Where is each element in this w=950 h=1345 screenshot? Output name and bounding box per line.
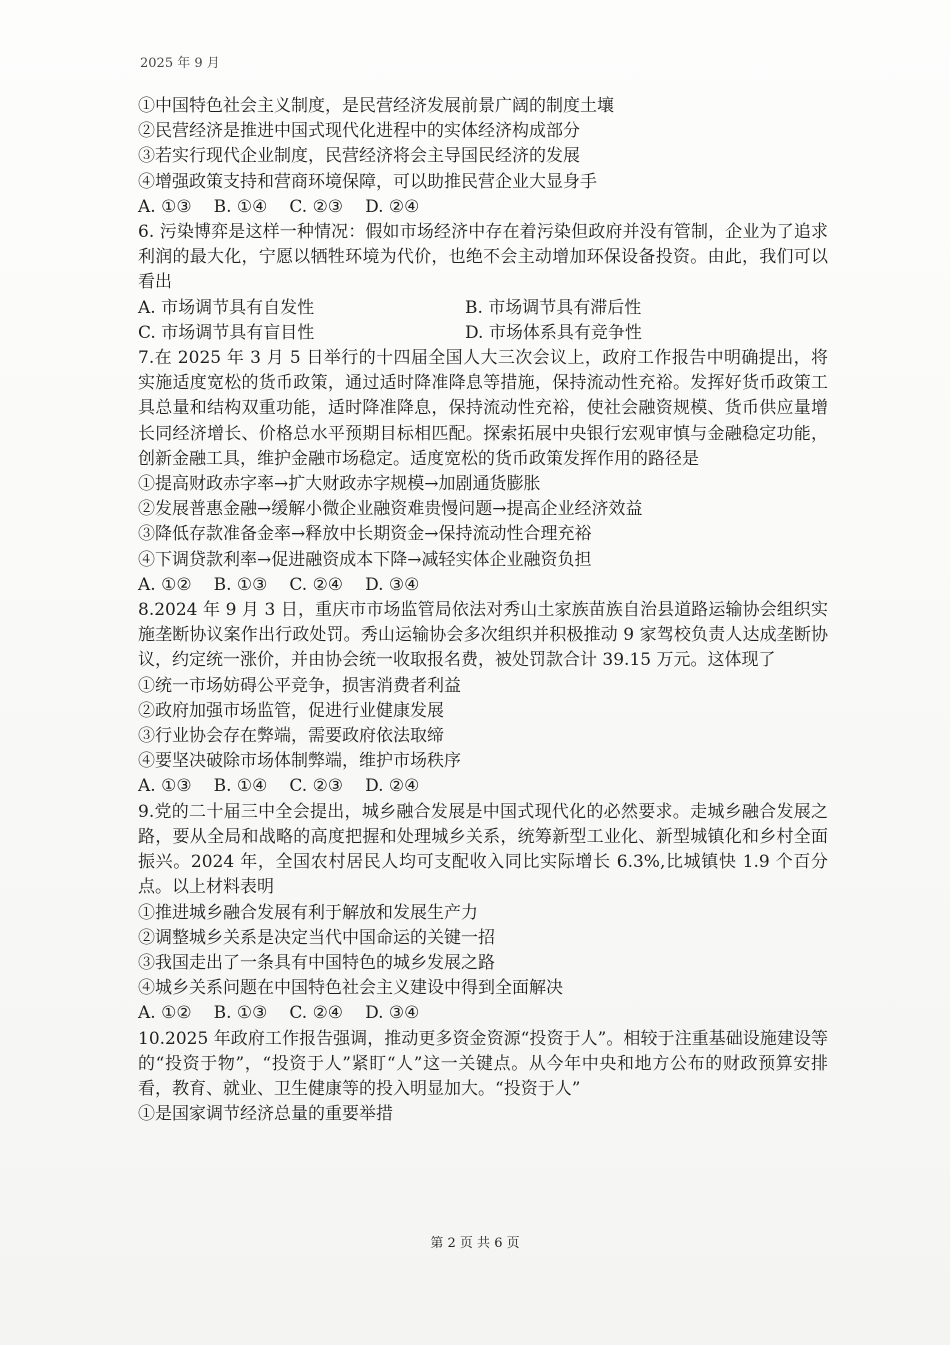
- q7-statement-1: ①提高财政赤字率→扩大财政赤字规模→加剧通货膨胀: [138, 474, 541, 495]
- q8-option-b: B. ①④: [213, 776, 268, 797]
- question-5-tail: [138, 94, 828, 220]
- q6-options: [138, 296, 828, 346]
- question-6: [138, 220, 828, 346]
- q8-option-a: A. ①③: [138, 776, 192, 797]
- q7-stem: 7.在 2025 年 3 月 5 日举行的十四届全国人大三次会议上，政府工作报告中明确提出，将实施适度宽松的货币政策，通过适时降准降息等措施，保持流动性充裕。发挥好货币政策工具总量和结构双重功能，适时降准降息，保持流动性充裕，使社会融资规模、货币供应量增长同经济增长、价格总水平预期目标相匹配。探索拓展中央银行宏观审慎与金融稳定功能，创新金融工具，维护金融市场稳定。适度宽松的货币政策发挥作用的路径是: [138, 348, 828, 469]
- q6-stem: 6. 污染博弈是这样一种情况：假如市场经济中存在着污染但政府并没有管制，企业为了追求利润的最大化，宁愿以牺牲环境为代价，也绝不会主动增加环保设备投资。由此，我们可以看出: [138, 222, 828, 293]
- q7-option-d: D. ③④: [365, 574, 420, 595]
- q9-statement-4: ④城乡关系问题在中国特色社会主义建设中得到全面解决: [138, 978, 563, 999]
- q6-option-b: B. 市场调节具有滞后性: [465, 297, 642, 318]
- q5-option-b: B. ①④: [213, 196, 268, 217]
- q6-option-c: C. 市场调节具有盲目性: [138, 322, 315, 343]
- q8-statement-1: ①统一市场妨碍公平竞争，损害消费者利益: [138, 675, 461, 696]
- q5-option-d: D. ②④: [365, 196, 420, 217]
- q7-option-a: A. ①②: [138, 574, 192, 595]
- q6-option-d: D. 市场体系具有竞争性: [465, 322, 642, 343]
- q9-options: [138, 1001, 828, 1026]
- q7-option-b: B. ①③: [213, 574, 268, 595]
- question-9: [138, 800, 828, 1027]
- q9-option-a: A. ①②: [138, 1003, 192, 1024]
- q5-option-a: A. ①③: [138, 196, 192, 217]
- question-10: [138, 1027, 828, 1128]
- q9-option-c: C. ②④: [289, 1003, 344, 1024]
- q10-stem: 10.2025 年政府工作报告强调，推动更多资金资源“投资于人”。相较于注重基础设施建设等的“投资于物”，“投资于人”紧盯“人”这一关键点。从今年中央和地方公布的财政预算安排看，教育、就业、卫生健康等的投入明显加大。“投资于人”: [138, 1028, 828, 1099]
- q9-statement-1: ①推进城乡融合发展有利于解放和发展生产力: [138, 902, 478, 923]
- q7-statement-4: ④下调贷款利率→促进融资成本下降→减轻实体企业融资负担: [138, 549, 592, 570]
- question-7: [138, 346, 828, 598]
- q8-statement-3: ③行业协会存在弊端，需要政府依法取缔: [138, 726, 444, 747]
- q5-statement-2: ②民营经济是推进中国式现代化进程中的实体经济构成部分: [138, 121, 580, 142]
- q9-statement-3: ③我国走出了一条具有中国特色的城乡发展之路: [138, 952, 495, 973]
- page-footer: 第 2 页 共 6 页: [430, 1236, 520, 1251]
- exam-content: [138, 94, 828, 1127]
- q8-statement-2: ②政府加强市场监管，促进行业健康发展: [138, 700, 444, 721]
- q7-options: [138, 573, 828, 598]
- q9-option-b: B. ①③: [213, 1003, 268, 1024]
- q8-option-d: D. ②④: [365, 776, 420, 797]
- q10-statement-1: ①是国家调节经济总量的重要举措: [138, 1104, 393, 1125]
- q7-statement-3: ③降低存款准备金率→释放中长期资金→保持流动性合理充裕: [138, 524, 592, 545]
- q8-option-c: C. ②③: [289, 776, 344, 797]
- q8-stem: 8.2024 年 9 月 3 日，重庆市市场监管局依法对秀山土家族苗族自治县道路运输协会组织实施垄断协议案作出行政处罚。秀山运输协会多次组织并积极推动 9 家驾校负责人达成垄断协议，约定统一涨价，并由协会统一收取报名费，被处罚款合计 39.15 万元。这体现了: [138, 600, 828, 671]
- q7-statement-2: ②发展普惠金融→缓解小微企业融资难贵慢问题→提高企业经济效益: [138, 499, 643, 520]
- q8-statement-4: ④要坚决破除市场体制弊端，维护市场秩序: [138, 751, 461, 772]
- question-8: [138, 598, 828, 800]
- q5-statement-3: ③若实行现代企业制度，民营经济将会主导国民经济的发展: [138, 146, 580, 167]
- header-date: 2025 年 9 月: [140, 56, 220, 71]
- q5-options: [138, 195, 828, 220]
- q9-option-d: D. ③④: [365, 1003, 420, 1024]
- q9-stem: 9.党的二十届三中全会提出，城乡融合发展是中国式现代化的必然要求。走城乡融合发展之路，要从全局和战略的高度把握和处理城乡关系，统筹新型工业化、新型城镇化和乡村全面振兴。2024 年，全国农村居民人均可支配收入同比实际增长 6.3%,比城镇快 1.9 个百分点。以上材料表明: [138, 801, 828, 898]
- q9-statement-2: ②调整城乡关系是决定当代中国命运的关键一招: [138, 927, 495, 948]
- q6-option-a: A. 市场调节具有自发性: [138, 297, 315, 318]
- q5-statement-4: ④增强政策支持和营商环境保障，可以助推民营企业大显身手: [138, 171, 597, 192]
- q5-statement-1: ①中国特色社会主义制度，是民营经济发展前景广阔的制度土壤: [138, 96, 614, 116]
- q5-option-c: C. ②③: [289, 196, 344, 217]
- q7-option-c: C. ②④: [289, 574, 344, 595]
- q8-options: [138, 774, 828, 799]
